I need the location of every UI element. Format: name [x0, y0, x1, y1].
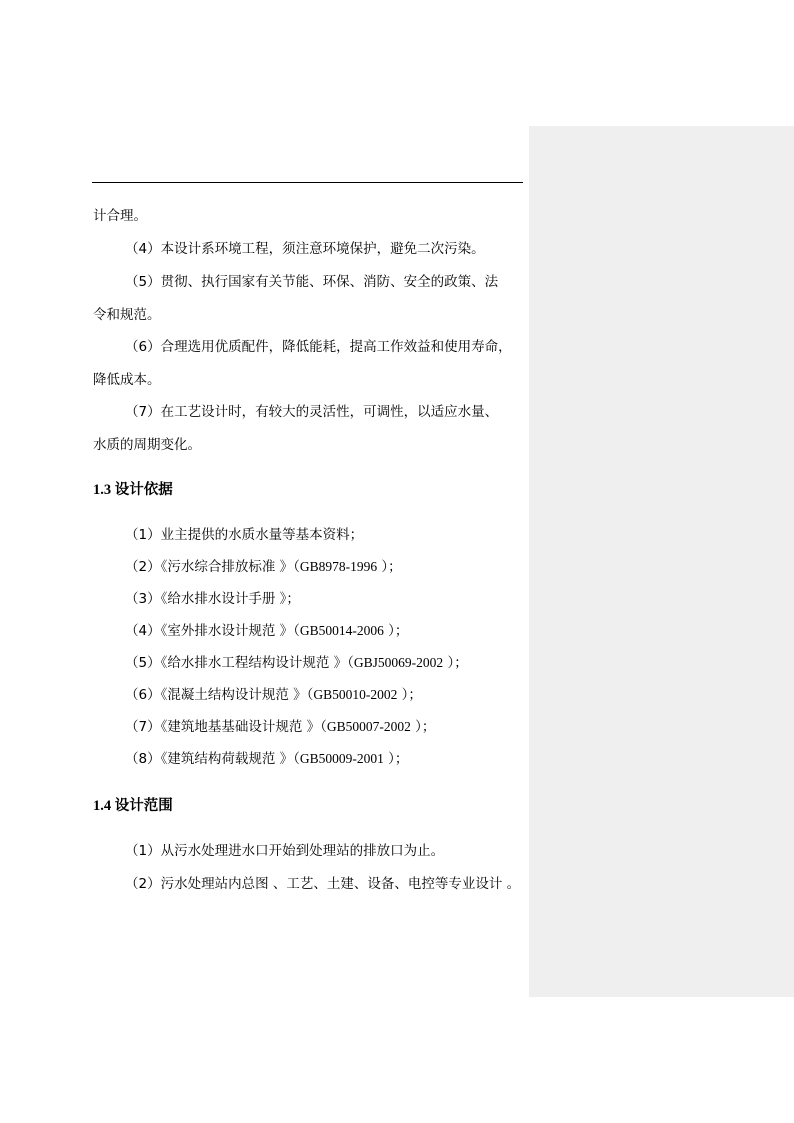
list-item: [125, 590, 300, 608]
standard-code: GB8978-1996: [299, 559, 378, 574]
list-item-suffix: ）；: [410, 719, 436, 735]
body-line: （4）本设计系环境工程，须注意环境保护，避免二次污染。: [125, 241, 485, 257]
comment-pane: [529, 126, 794, 997]
list-item-text: （6）《混凝土结构设计规范 》（: [125, 687, 314, 703]
list-item-suffix: ）；: [443, 655, 468, 671]
list-item-suffix: ）；: [397, 687, 422, 703]
list-item: [125, 718, 435, 736]
standard-code: GB50007-2002: [326, 719, 411, 734]
list-item-suffix: ）；: [377, 559, 402, 575]
list-item-text: （3）《给水排水设计手册 》；: [125, 591, 300, 607]
body-line: （7）在工艺设计时，有较大的灵活性，可调性，以适应水量、: [125, 404, 499, 420]
list-item: （2）污水处理站内总图 、工艺、土建、设备、电控等专业设计 。: [125, 876, 521, 892]
body-line: 计合理。: [93, 208, 147, 224]
body-line: 水质的周期变化。: [93, 437, 201, 453]
list-item: [125, 750, 408, 768]
standard-code: GB50010-2002: [313, 687, 398, 702]
body-line: 令和规范。: [93, 307, 161, 323]
body-line: （5）贯彻、执行国家有关节能、环保、消防、安全的政策、法: [125, 274, 499, 290]
section-heading-1-3: 1.3 设计依据: [93, 482, 173, 498]
list-item-text: （8）《建筑结构荷载规范 》（: [125, 751, 300, 767]
list-item: [125, 622, 408, 640]
list-item: [125, 558, 402, 576]
list-item: [125, 686, 422, 704]
standard-code: GBJ50069-2002: [353, 655, 444, 670]
list-item-text: （7）《建筑地基基础设计规范 》（: [125, 719, 327, 735]
standard-code: GB50014-2006: [299, 623, 384, 638]
list-item-text: （5）《给水排水工程结构设计规范 》（: [125, 655, 354, 671]
list-item-text: （1）业主提供的水质水量等基本资料；: [125, 527, 364, 543]
body-line: 降低成本。: [93, 372, 161, 388]
list-item-suffix: ）；: [383, 751, 409, 767]
list-item: [125, 526, 363, 544]
list-item-suffix: ）；: [383, 623, 409, 639]
body-line: （6）合理选用优质配件，降低能耗，提高工作效益和使用寿命，: [125, 339, 512, 355]
list-item: （1）从污水处理进水口开始到处理站的排放口为止。: [125, 843, 445, 859]
list-item-text: （4）《室外排水设计规范 》（: [125, 623, 300, 639]
list-item: [125, 654, 468, 672]
section-heading-1-4: 1.4 设计范围: [93, 798, 173, 814]
list-item-text: （2）《污水综合排放标准 》（: [125, 559, 300, 575]
header-rule: [92, 182, 523, 183]
standard-code: GB50009-2001: [299, 751, 384, 766]
